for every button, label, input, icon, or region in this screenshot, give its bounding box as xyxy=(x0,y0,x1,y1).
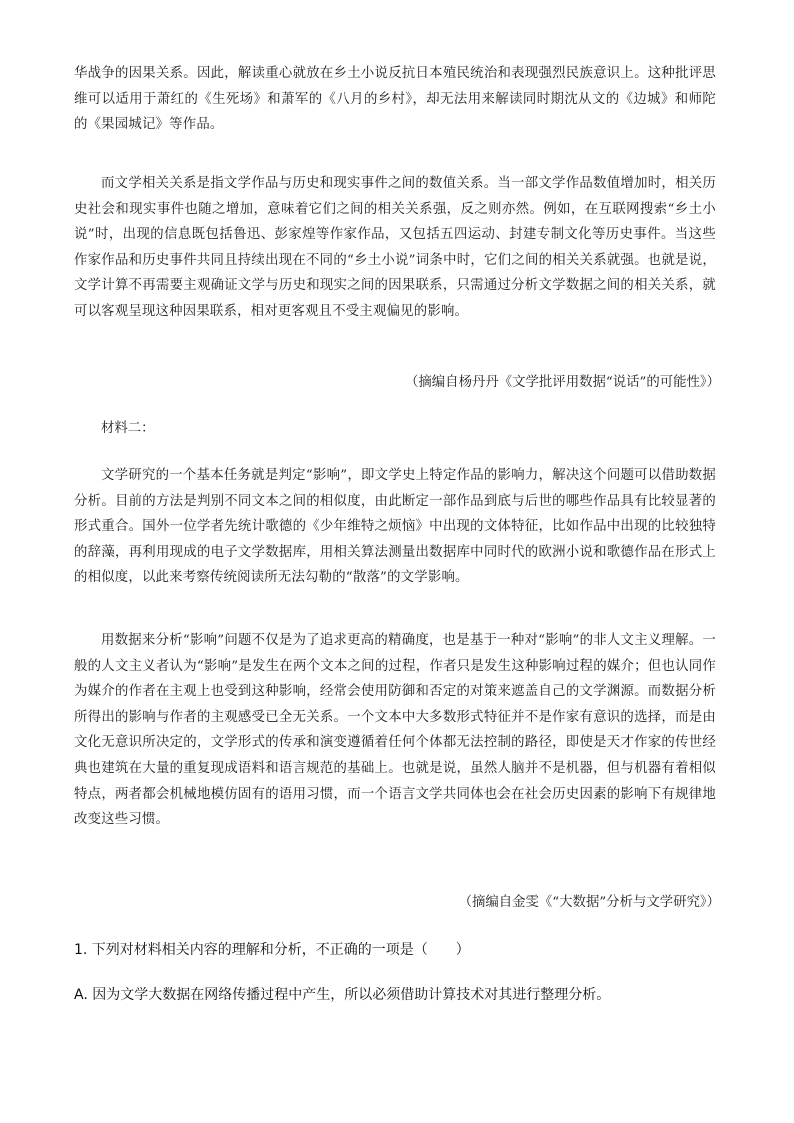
question-stem: 1. 下列对材料相关内容的理解和分析，不正确的一项是（ ） xyxy=(74,942,470,958)
source-citation-2: （摘编自金雯《“大数据”分析与文学研究》） xyxy=(458,895,720,910)
source-citation-1: （摘编自杨丹丹《文学批评用数据“说话”的可能性》） xyxy=(405,375,720,390)
paragraph-non-humanist-understanding: 用数据来分析“影响”问题不仅是为了追求更高的精确度，也是基于一种对“影响”的非人文主义理解。一般的人文主义者认为“影响”是发生在两个文本之间的过程，作者只是发生这种影响过程的媒介；但也认同作为媒介的作者在主观上也受到这种影响，经常会使用防御和否定的对策来遮盖自己的文学渊源。而数据分析所得出的影响与作者的主观感受已全无关系。一个文本中大多数形式特征并不是作家有意识的选择，而是由文化无意识所决定的，文学形式的传承和演变遵循着任何个体都无法控制的路径，即使是天才作家的传世经典也建筑在大量的重复现成语料和语言规范的基础上。也就是说，虽然人脑并不是机器，但与机器有着相似特点，两者都会机械地模仿固有的语用习惯，而一个语言文学共同体也会在社会历史因素的影响下有规律地改变这些习惯。 xyxy=(74,633,716,828)
material-2-label: 材料二： xyxy=(101,421,155,436)
paragraph-influence-analysis: 文学研究的一个基本任务就是判定“影响”，即文学史上特定作品的影响力，解决这个问题可以借助数据分析。目前的方法是判别不同文本之间的相似度，由此断定一部作品到底与后世的哪些作品具有比较显著的形式重合。国外一位学者先统计歌德的《少年维特之烦恼》中出现的文体特征，比如作品中出现的比较独特的辞藻，再利用现成的电子文学数据库，用相关算法测量出数据库中同时代的欧洲小说和歌德作品在形式上的相似度，以此来考察传统阅读所无法勾勒的“散落”的文学影响。 xyxy=(74,468,716,586)
paragraph-correlation: 而文学相关关系是指文学作品与历史和现实事件之间的数值关系。当一部文学作品数值增加时，相关历史社会和现实事件也随之增加，意味着它们之间的相关关系强，反之则亦然。例如，在互联网搜索“乡土小说”时，出现的信息既包括鲁迅、彭家煌等作家作品，又包括五四运动、封建专制文化等历史事件。当这些作家作品和历史事件共同且持续出现在不同的“乡土小说”词条中时，它们之间的相关关系就强。也就是说，文学计算不再需要主观确证文学与历史和现实之间的因果联系，只需通过分析文学数据之间的相关关系，就可以客观呈现这种因果联系，相对更客观且不受主观偏见的影响。 xyxy=(74,176,716,319)
option-a[interactable]: A. 因为文学大数据在网络传播过程中产生，所以必须借助计算技术对其进行整理分析。 xyxy=(74,987,611,1003)
paragraph-causal-relation: 华战争的因果关系。因此，解读重心就放在乡土小说反抗日本殖民统治和表现强烈民族意识上。这种批评思维可以适用于萧红的《生死场》和萧军的《八月的乡村》，却无法用来解读同时期沈从文的《边城》和师陀的《果园城记》等作品。 xyxy=(74,66,716,133)
